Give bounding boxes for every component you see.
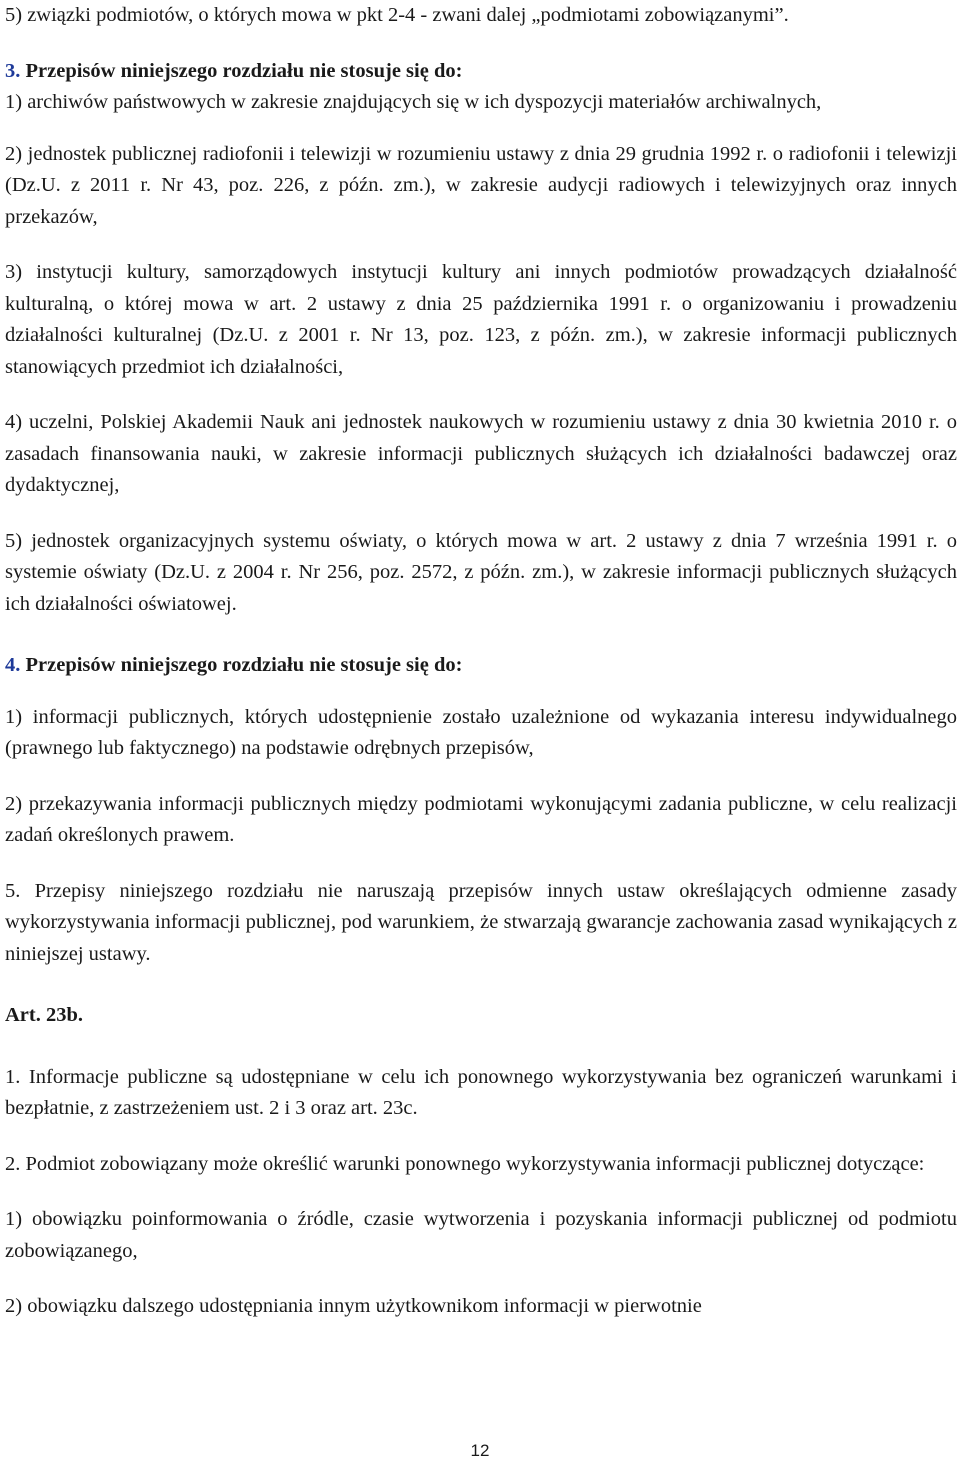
list-item-przekazywanie: 2) przekazywania informacji publicznych między podmiotami wykonującymi zadania publiczne, w celu realizacji zadań określonych prawem. — [5, 792, 957, 846]
section-heading-text: Przepisów niniejszego rozdziału nie stosuje się do: — [20, 59, 463, 82]
list-item-oswiata: 5) jednostek organizacyjnych systemu oświaty, o których mowa w art. 2 ustawy z dnia 7 września 1991 r. o systemie oświaty (Dz.U. z 2004 r. Nr 256, poz. 2572, z późn. zm.), w zakresie informacji publicznych służących ich działalności oświatowej. — [5, 529, 957, 615]
list-item-interes-indywidualny: 1) informacji publicznych, których udostępnienie zostało uzależnione od wykazania interesu indywidualnego (prawnego lub faktycznego) na podstawie odrębnych przepisów, — [5, 705, 957, 759]
paragraph-23b-1: 1. Informacje publiczne są udostępniane w celu ich ponownego wykorzystywania bez ograniczeń warunkami i bezpłatnie, z zastrzeżeniem ust. 2 i 3 oraz art. 23c. — [5, 1065, 957, 1119]
document-page — [5, 0, 957, 1323]
list-item-radiofonia: 2) jednostek publicznej radiofonii i telewizji w rozumieniu ustawy z dnia 29 grudnia 1992 r. o radiofonii i telewizji (Dz.U. z 2011 r. Nr 43, poz. 226, z późn. zm.), w zakresie audycji radiowych i telewizyjnych oraz innych przekazów, — [5, 142, 957, 228]
section-4-heading — [5, 650, 957, 682]
paragraph-zwiazki: 5) związki podmiotów, o których mowa w pkt 2-4 - zwani dalej „podmiotami zobowiązanymi”. — [5, 4, 789, 26]
list-item-obowiazek-poinformowania: 1) obowiązku poinformowania o źródle, czasie wytworzenia i pozyskania informacji publicznej od podmiotu zobowiązanego, — [5, 1208, 957, 1262]
list-item-uczelnie: 4) uczelni, Polskiej Akademii Nauk ani jednostek naukowych w rozumieniu ustawy z dnia 30 kwietnia 2010 r. o zasadach finansowania nauki, w zakresie informacji publicznych służących ich działalności badawczej oraz dydaktycznej, — [5, 411, 957, 496]
section-3-heading — [5, 56, 957, 88]
section-number: 4. — [5, 654, 21, 676]
section-number: 3. — [5, 59, 21, 82]
list-item-instytucje-kultury: 3) instytucji kultury, samorządowych instytucji kultury ani innych podmiotów prowadzących działalność kulturalną, o której mowa w art. 2 ustawy z dnia 25 października 1991 r. o organizowaniu i prowadzeniu działalności kulturalnej (Dz.U. z 2001 r. Nr 13, poz. 123, z późn. zm.), w zakresie informacji publicznych stanowiących przedmiot ich działalności, — [5, 261, 957, 378]
page-number: 12 — [470, 1441, 490, 1460]
paragraph-23b-2: 2. Podmiot zobowiązany może określić warunki ponownego wykorzystywania informacji publicznej dotyczące: — [5, 1152, 925, 1175]
article-23b-heading: Art. 23b. — [5, 1004, 84, 1026]
section-heading-text: Przepisów niniejszego rozdziału nie stosuje się do: — [20, 654, 463, 676]
list-item-obowiazek-udostepniania: 2) obowiązku dalszego udostępniania innym użytkownikom informacji w pierwotnie — [5, 1295, 702, 1317]
paragraph-5-przepisy: 5. Przepisy niniejszego rozdziału nie naruszają przepisów innych ustaw określających odmienne zasady wykorzystywania informacji publicznej, pod warunkiem, że stwarzają gwarancje zachowania zasad wynikających z niniejszej ustawy. — [5, 879, 957, 965]
list-item-archiwa: 1) archiwów państwowych w zakresie znajdujących się w ich dyspozycji materiałów archiwalnych, — [5, 91, 822, 113]
